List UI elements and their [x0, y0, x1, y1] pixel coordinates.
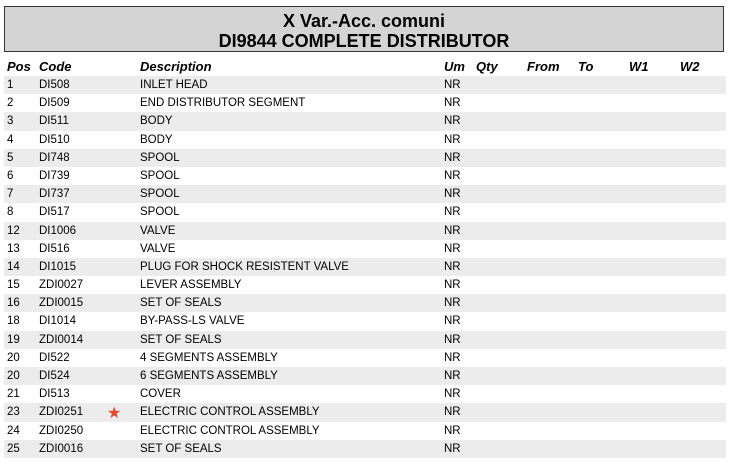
row-code: DI513 — [39, 388, 70, 401]
row-code: DI510 — [39, 133, 70, 146]
row-pos: 19 — [7, 333, 20, 346]
row-pos: 6 — [7, 169, 14, 182]
row-um: NR — [444, 206, 461, 219]
row-um: NR — [444, 79, 461, 91]
row-um: NR — [444, 169, 461, 182]
row-code: DI522 — [39, 351, 70, 364]
table-row — [4, 385, 726, 403]
table-row — [4, 294, 726, 312]
row-code: DI1015 — [39, 260, 77, 273]
table-header — [0, 58, 730, 76]
table-row — [4, 349, 726, 367]
row-description: COVER — [140, 388, 181, 401]
row-pos: 16 — [7, 297, 20, 310]
row-um: NR — [444, 188, 461, 201]
table-row — [4, 203, 726, 221]
row-code: DI748 — [39, 151, 70, 164]
row-pos: 8 — [7, 206, 14, 219]
row-pos: 23 — [7, 406, 20, 419]
row-description: ELECTRIC CONTROL ASSEMBLY — [140, 424, 320, 437]
star-icon: ★ — [107, 405, 122, 423]
table-row — [4, 112, 726, 130]
row-code: ZDI0015 — [39, 297, 84, 310]
row-description: ELECTRIC CONTROL ASSEMBLY — [140, 406, 320, 419]
table-row — [4, 276, 726, 294]
row-pos: 25 — [7, 442, 20, 455]
table-row — [4, 258, 726, 276]
title-box — [4, 6, 724, 52]
row-code: DI511 — [39, 115, 69, 128]
row-description: INLET HEAD — [140, 79, 208, 91]
table-row — [4, 185, 726, 203]
row-pos: 24 — [7, 424, 20, 437]
row-pos: 20 — [7, 370, 20, 382]
row-description: BODY — [140, 115, 173, 128]
row-pos: 1 — [7, 79, 14, 91]
table-row — [4, 440, 726, 458]
row-description: SPOOL — [140, 206, 180, 219]
parts-table — [4, 76, 726, 458]
table-row — [4, 131, 726, 149]
row-code: ZDI0016 — [39, 442, 84, 455]
row-description: SET OF SEALS — [140, 442, 222, 455]
row-code: ZDI0251 — [39, 406, 84, 419]
row-description: VALVE — [140, 224, 176, 237]
row-code: DI516 — [39, 242, 70, 255]
row-um: NR — [444, 224, 461, 237]
row-code: DI737 — [39, 188, 70, 201]
row-pos: 14 — [7, 260, 20, 273]
row-pos: 18 — [7, 315, 20, 328]
table-row — [4, 367, 726, 385]
row-description: 4 SEGMENTS ASSEMBLY — [140, 351, 278, 364]
column-header-w2: W2 — [680, 59, 700, 74]
row-pos: 15 — [7, 279, 20, 292]
row-um: NR — [444, 260, 461, 273]
column-header-w1: W1 — [629, 59, 649, 74]
row-um: NR — [444, 370, 461, 382]
table-row — [4, 403, 726, 421]
row-code: DI524 — [39, 370, 70, 382]
row-pos: 12 — [7, 224, 20, 237]
row-um: NR — [444, 115, 461, 128]
column-header-description: Description — [140, 59, 212, 74]
row-um: NR — [444, 133, 461, 146]
row-description: SPOOL — [140, 151, 180, 164]
table-row — [4, 222, 726, 240]
row-description: VALVE — [140, 242, 176, 255]
row-pos: 5 — [7, 151, 14, 164]
table-row — [4, 76, 726, 94]
row-um: NR — [444, 315, 461, 328]
row-um: NR — [444, 442, 461, 455]
column-header-qty: Qty — [476, 59, 498, 74]
column-header-pos: Pos — [7, 59, 31, 74]
page-subtitle: DI9844 COMPLETE DISTRIBUTOR — [218, 31, 510, 51]
row-description: END DISTRIBUTOR SEGMENT — [140, 97, 306, 110]
row-description: SET OF SEALS — [140, 333, 222, 346]
row-um: NR — [444, 297, 461, 310]
page-title: X Var.-Acc. comuni — [282, 11, 446, 31]
row-description: LEVER ASSEMBLY — [140, 279, 242, 292]
table-row — [4, 149, 726, 167]
row-um: NR — [444, 388, 461, 401]
row-um: NR — [444, 406, 461, 419]
row-pos: 13 — [7, 242, 20, 255]
row-um: NR — [444, 424, 461, 437]
table-row — [4, 331, 726, 349]
row-pos: 4 — [7, 133, 14, 146]
row-um: NR — [444, 97, 461, 110]
row-pos: 3 — [7, 115, 14, 128]
table-row — [4, 240, 726, 258]
table-row — [4, 94, 726, 112]
row-code: DI1006 — [39, 224, 77, 237]
row-description: BODY — [140, 133, 173, 146]
row-description: SET OF SEALS — [140, 297, 222, 310]
row-pos: 7 — [7, 188, 14, 201]
row-code: DI1014 — [39, 315, 77, 328]
row-code: ZDI0014 — [39, 333, 84, 346]
row-description: SPOOL — [140, 169, 180, 182]
row-um: NR — [444, 279, 461, 292]
row-um: NR — [444, 151, 461, 164]
row-pos: 21 — [7, 388, 20, 401]
row-code: DI739 — [39, 169, 70, 182]
row-code: ZDI0250 — [39, 424, 84, 437]
row-um: NR — [444, 242, 461, 255]
row-code: DI509 — [39, 97, 70, 110]
row-description: BY-PASS-LS VALVE — [140, 315, 245, 328]
column-header-code: Code — [39, 59, 72, 74]
table-row — [4, 312, 726, 330]
row-um: NR — [444, 351, 461, 364]
column-header-to: To — [578, 59, 594, 74]
column-header-from: From — [527, 59, 560, 74]
row-pos: 20 — [7, 351, 20, 364]
row-pos: 2 — [7, 97, 14, 110]
row-code: DI508 — [39, 79, 70, 91]
row-code: DI517 — [39, 206, 70, 219]
row-code: ZDI0027 — [39, 279, 84, 292]
table-row — [4, 167, 726, 185]
row-description: SPOOL — [140, 188, 180, 201]
column-header-um: Um — [444, 59, 465, 74]
table-row — [4, 422, 726, 440]
row-description: PLUG FOR SHOCK RESISTENT VALVE — [140, 260, 349, 273]
row-description: 6 SEGMENTS ASSEMBLY — [140, 370, 278, 382]
row-um: NR — [444, 333, 461, 346]
